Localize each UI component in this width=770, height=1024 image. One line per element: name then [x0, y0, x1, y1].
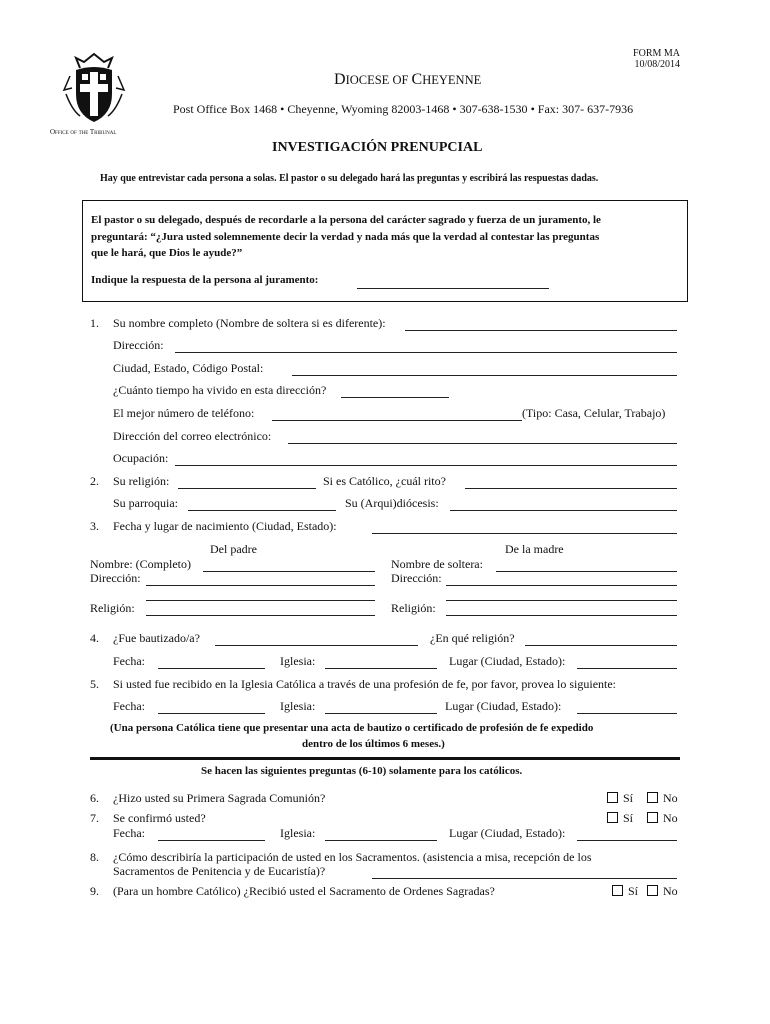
separator: • [280, 102, 285, 116]
q7-place-label: Lugar (Ciudad, Estado): [449, 826, 566, 840]
q1-phone-label: El mejor número de teléfono: [113, 406, 255, 420]
q8-line-1: ¿Cómo describiría la participación de usted en los Sacramentos. (asistencia a misa, recepción de los [113, 850, 592, 864]
address-line [173, 102, 633, 117]
note-line-1: (Una persona Católica tiene que presentar una acta de bautizo o certificado de profesión de fe expedido [110, 722, 594, 734]
q4-church-label: Iglesia: [280, 654, 316, 668]
q4-date-field[interactable] [158, 667, 265, 669]
q7-place-field[interactable] [577, 839, 677, 841]
fax: Fax: 307- 637-7936 [537, 102, 634, 116]
q1-occupation-label: Ocupación: [113, 451, 169, 465]
q1-email-label: Dirección del correo electrónico: [113, 429, 272, 443]
q4-baptized-label: ¿Fue bautizado/a? [113, 631, 200, 645]
q1-address-field[interactable] [175, 351, 677, 353]
q9-number: 9. [90, 884, 99, 898]
q4-place-label: Lugar (Ciudad, Estado): [449, 654, 566, 668]
diocese-seal-icon [62, 50, 126, 126]
q6-yes-checkbox[interactable] [607, 791, 633, 806]
intro-text: Hay que entrevistar cada persona a solas. El pastor o su delegado hará las preguntas y escribirá las respuestas dadas. [100, 173, 599, 184]
mother-name-label: Nombre de soltera: [391, 557, 483, 571]
q4-place-field[interactable] [577, 667, 677, 669]
father-heading: Del padre [210, 542, 257, 556]
q2-parish-label: Su parroquia: [113, 496, 178, 510]
q1-how-long-label: ¿Cuánto tiempo ha vivido en esta dirección? [113, 383, 327, 397]
father-address-field[interactable] [146, 584, 375, 586]
note-line-2: dentro de los últimos 6 meses.) [302, 738, 445, 750]
q5-place-label: Lugar (Ciudad, Estado): [445, 699, 562, 713]
oath-line-3: que le hará, que Dios le ayude?” [91, 247, 243, 259]
q7-number: 7. [90, 811, 99, 825]
q1-occupation-field[interactable] [175, 464, 677, 466]
mother-heading: De la madre [505, 542, 564, 556]
section-divider [90, 757, 680, 760]
q2-religion-field[interactable] [178, 487, 316, 489]
q6-no-checkbox[interactable] [647, 791, 678, 806]
mother-religion-field[interactable] [446, 614, 677, 616]
father-name-label: Nombre: (Completo) [90, 557, 191, 571]
q7-date-label: Fecha: [113, 826, 145, 840]
q5-place-field[interactable] [577, 712, 677, 714]
q5-church-field[interactable] [325, 712, 437, 714]
oath-box [82, 200, 688, 302]
org-name-initial: D [334, 71, 346, 88]
q2-rite-label: Si es Católico, ¿cuál rito? [323, 474, 446, 488]
q2-rite-field[interactable] [465, 487, 677, 489]
q4-which-religion-field[interactable] [525, 644, 677, 646]
no-label: No [663, 791, 678, 805]
q9-text: (Para un hombre Católico) ¿Recibió usted el Sacramento de Ordenes Sagradas? [113, 884, 495, 898]
catholic-section-heading: Se hacen las siguientes preguntas (6-10) solamente para los católicos. [201, 765, 523, 777]
no-label: No [663, 884, 678, 898]
org-name-part2: HEYENNE [422, 73, 482, 87]
father-address-field-2[interactable] [146, 599, 375, 601]
form-date: 10/08/2014 [634, 59, 680, 70]
father-religion-field[interactable] [146, 614, 375, 616]
mother-address-label: Dirección: [391, 571, 442, 585]
oath-line-2: preguntará: “¿Jura usted solemnemente decir la verdad y nada más que la verdad al contestar las preguntas [91, 231, 600, 243]
checkbox-icon [607, 812, 618, 823]
q1-city-label: Ciudad, Estado, Código Postal: [113, 361, 264, 375]
q6-number: 6. [90, 791, 99, 805]
q3-birth-label: Fecha y lugar de nacimiento (Ciudad, Estado): [113, 519, 337, 533]
phone: 307-638-1530 [459, 102, 528, 116]
father-religion-label: Religión: [90, 601, 135, 615]
yes-label: Sí [623, 811, 634, 825]
q8-answer-field[interactable] [372, 877, 677, 879]
q8-line-2: Sacramentos de Penitencia y de Eucaristía)? [113, 864, 326, 878]
q7-yes-checkbox[interactable] [607, 811, 633, 826]
q9-no-checkbox[interactable] [647, 884, 678, 899]
checkbox-icon [647, 812, 658, 823]
city-zip: Cheyenne, Wyoming 82003-1468 [287, 102, 450, 116]
q8-number: 8. [90, 850, 99, 864]
org-name-initial2: C [411, 71, 423, 88]
form-id: FORM MA [633, 48, 680, 59]
yes-label: Sí [628, 884, 639, 898]
q7-text: Se confirmó usted? [113, 811, 206, 825]
q2-religion-label: Su religión: [113, 474, 170, 488]
q7-church-field[interactable] [325, 839, 437, 841]
q4-baptized-field[interactable] [215, 644, 418, 646]
q3-number: 3. [90, 519, 99, 533]
q1-name-label: Su nombre completo (Nombre de soltera si es diferente): [113, 316, 386, 330]
q4-church-field[interactable] [325, 667, 437, 669]
q1-number: 1. [90, 316, 99, 330]
oath-line-1: El pastor o su delegado, después de recordarle a la persona del carácter sagrado y fuerza de un juramento, le [91, 214, 601, 226]
q5-number: 5. [90, 677, 99, 691]
q9-yes-checkbox[interactable] [612, 884, 638, 899]
q5-date-field[interactable] [158, 712, 265, 714]
q2-diocese-label: Su (Arqui)diócesis: [345, 496, 439, 510]
q7-no-checkbox[interactable] [647, 811, 678, 826]
org-name-part: IOCESE OF [345, 73, 412, 87]
father-address-label: Dirección: [90, 571, 141, 585]
checkbox-icon [612, 885, 623, 896]
q4-which-religion-label: ¿En qué religión? [430, 631, 515, 645]
q4-number: 4. [90, 631, 99, 645]
q1-how-long-field[interactable] [341, 396, 449, 398]
q2-parish-field[interactable] [188, 509, 336, 511]
q5-church-label: Iglesia: [280, 699, 316, 713]
office-label: Office of the Tribunal [50, 128, 117, 136]
yes-label: Sí [623, 791, 634, 805]
q6-text: ¿Hizo usted su Primera Sagrada Comunión? [113, 791, 326, 805]
mother-address-field[interactable] [446, 584, 677, 586]
q2-number: 2. [90, 474, 99, 488]
q2-diocese-field[interactable] [450, 509, 677, 511]
q5-text: Si usted fue recibido en la Iglesia Católica a través de una profesión de fe, por favor, provea lo siguiente: [113, 677, 617, 691]
oath-response-label: Indique la respuesta de la persona al juramento: [91, 274, 319, 286]
no-label: No [663, 811, 678, 825]
father-name-field[interactable] [203, 570, 375, 572]
checkbox-icon [647, 885, 658, 896]
q7-date-field[interactable] [158, 839, 265, 841]
q1-name-field[interactable] [405, 329, 677, 331]
separator: • [452, 102, 457, 116]
mother-religion-label: Religión: [391, 601, 436, 615]
q1-phone-type: (Tipo: Casa, Celular, Trabajo) [522, 406, 666, 420]
q4-date-label: Fecha: [113, 654, 145, 668]
separator: • [530, 102, 535, 116]
q5-date-label: Fecha: [113, 699, 145, 713]
q1-address-label: Dirección: [113, 338, 164, 352]
q1-phone-field[interactable] [272, 419, 522, 421]
org-name [334, 71, 481, 89]
checkbox-icon [607, 792, 618, 803]
oath-response-field[interactable] [357, 287, 549, 289]
mother-name-field[interactable] [496, 570, 677, 572]
page-title: INVESTIGACIÓN PRENUPCIAL [272, 140, 483, 155]
po-box: Post Office Box 1468 [173, 102, 278, 116]
checkbox-icon [647, 792, 658, 803]
q7-church-label: Iglesia: [280, 826, 316, 840]
q1-email-field[interactable] [288, 442, 677, 444]
q3-birth-field[interactable] [372, 532, 677, 534]
mother-address-field-2[interactable] [446, 599, 677, 601]
q1-city-field[interactable] [292, 374, 677, 376]
